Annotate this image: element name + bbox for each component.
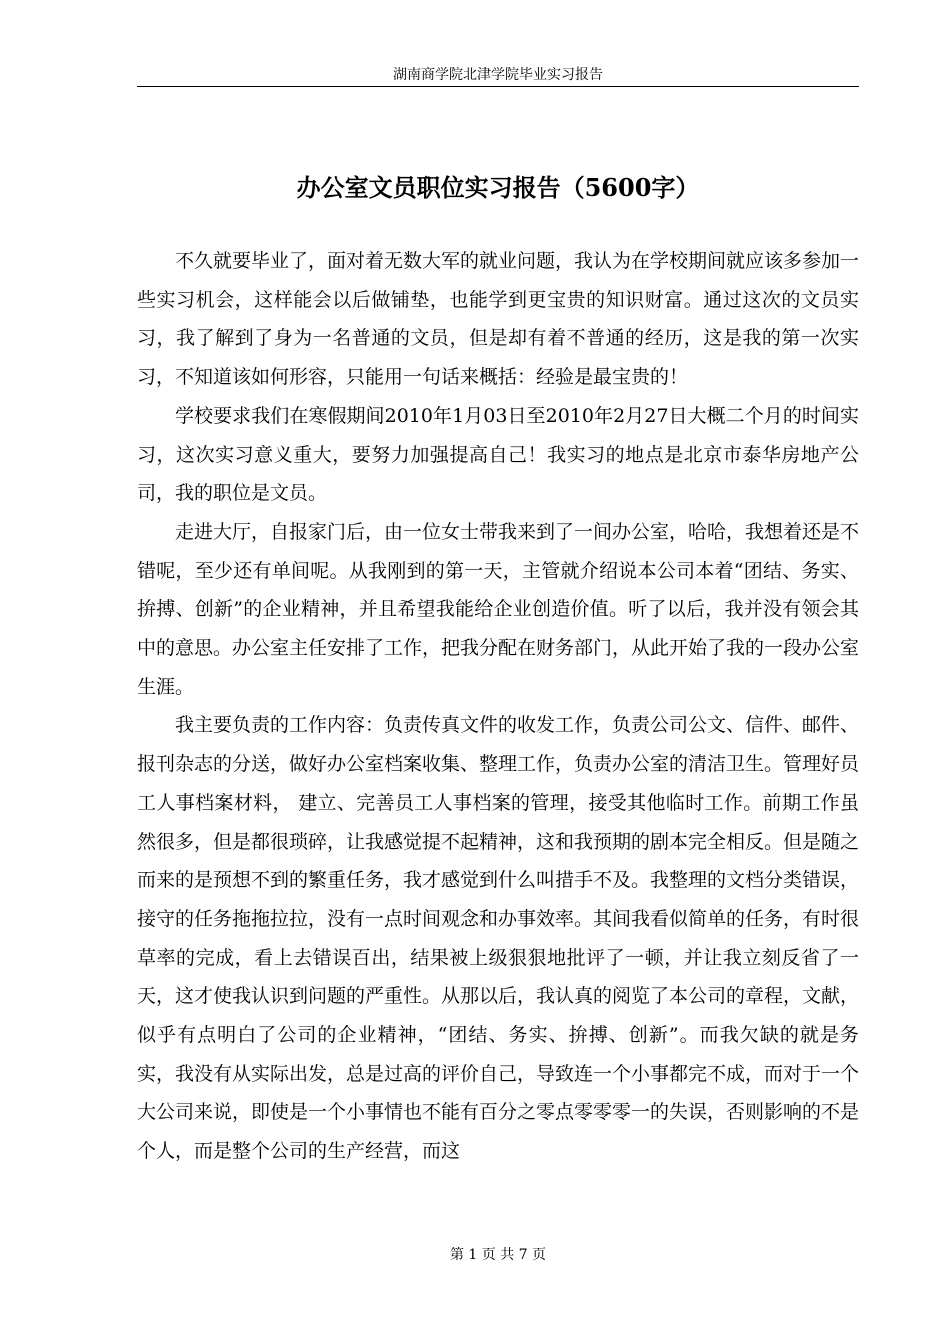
document-title: 办公室文员职位实习报告（5600字） bbox=[296, 173, 700, 203]
paragraph-3: 走进大厅，自报家门后，由一位女士带我来到了一间办公室，哈哈，我想着还是不错呢，至少还有单间呢。从我刚到的第一天，主管就介绍说本公司本着“团结、务实、拚搏、创新”的企业精神，并且希望我能给企业创造价值。听了以后，我并没有领会其中的意思。办公室主任安排了工作，把我分配在财务部门，从此开始了我的一段办公室生涯。 bbox=[137, 520, 860, 698]
paragraph-2: 学校要求我们在寒假期间2010年1月03日至2010年2月27日大概二个月的时间实习，这次实习意义重大，要努力加强提高自己！我实习的地点是北京市泰华房地产公司，我的职位是文员。 bbox=[137, 404, 859, 505]
page-footer: 第 1 页 共 7 页 bbox=[449, 1247, 547, 1263]
paragraph-1: 不久就要毕业了，面对着无数大军的就业问题，我认为在学校期间就应该多参加一些实习机会，这样能会以后做铺垫，也能学到更宝贵的知识财富。通过这次的文员实习，我了解到了身为一名普通的文员，但是却有着不普通的经历，这是我的第一次实习，不知道该如何形容，只能用一句话来概括：经验是最宝贵的！ bbox=[137, 250, 860, 389]
paragraph-4: 我主要负责的工作内容：负责传真文件的收发工作，负责公司公文、信件、邮件、报刊杂志的分送，做好办公室档案收集、整理工作，负责办公室的清洁卫生。管理好员工人事档案材料， 建立、完善员工人事档案的管理，接受其他临时工作。前期工作虽然很多，但是都很琐碎，让我感觉提不起精神，这和我预期的剧本完全相反。但是随之而来的是预想不到的繁重任务，我才感觉到什么叫措手不及。我整理的文档分类错误，接守的任务拖拖拉拉，没有一点时间观念和办事效率。其间我看似简单的任务，有时很草率的完成，看上去错误百出，结果被上级狠狠地批评了一顿，并让我立刻反省了一天，这才使我认识到问题的严重性。从那以后，我认真的阅览了本公司的章程，文献，似乎有点明白了公司的企业精神，“团结、务实、拚搏、创新”。而我欠缺的就是务实，我没有从实际出发，总是过高的评价自己，导致连一个小事都完不成，而对于一个大公司来说，即使是一个小事情也不能有百分之零点零零零一的失误，否则影响的不是个人，而是整个公司的生产经营，而这 bbox=[137, 714, 860, 1163]
document-body bbox=[137, 242, 859, 1171]
header-rule bbox=[137, 86, 859, 87]
page-header: 湖南商学院北津学院毕业实习报告 bbox=[393, 67, 603, 83]
